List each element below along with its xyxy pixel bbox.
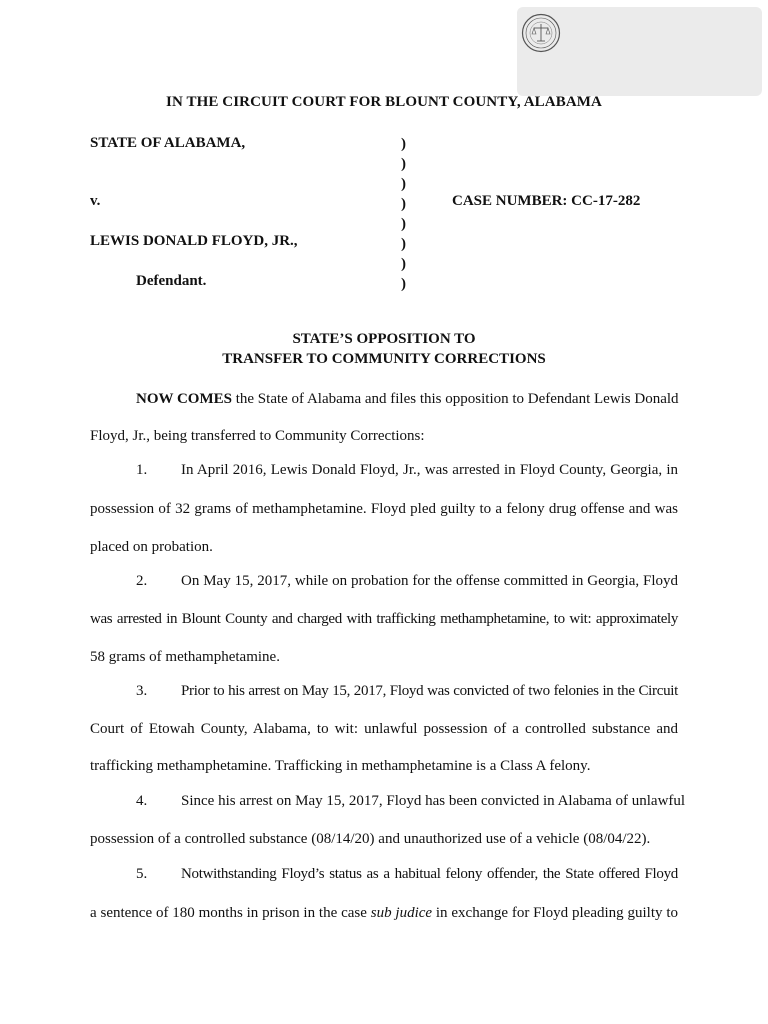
paragraph-4-number: 4. (136, 793, 148, 809)
paragraph-3-number: 3. (136, 683, 148, 699)
paragraph-5-text-before: a sentence of 180 months in prison in the case (90, 905, 371, 921)
caption-parens (401, 135, 406, 295)
defendant-role: Defendant. (136, 273, 207, 289)
intro-line-2: Floyd, Jr., being transferred to Community Corrections: (90, 428, 425, 444)
caption-paren: ) (401, 256, 406, 272)
paragraph-2-number: 2. (136, 573, 148, 589)
paragraph-5-line-2 (90, 904, 678, 922)
caption-paren: ) (401, 276, 406, 292)
paragraph-1-first-line: In April 2016, Lewis Donald Floyd, Jr., was arrested in Floyd County, Georgia, in (181, 462, 678, 478)
versus: v. (90, 193, 101, 209)
paragraph-5-number: 5. (136, 866, 148, 882)
document-title-line-2: TRANSFER TO COMMUNITY CORRECTIONS (222, 351, 546, 367)
court-title: IN THE CIRCUIT COURT FOR BLOUNT COUNTY, ALABAMA (166, 94, 602, 110)
paragraph-3-first-line: Prior to his arrest on May 15, 2017, Floyd was convicted of two felonies in the Circuit (181, 683, 678, 699)
paragraph-5-first-line: Notwithstanding Floyd’s status as a habitual felony offender, the State offered Floyd (181, 866, 678, 882)
plaintiff: STATE OF ALABAMA, (90, 135, 246, 151)
court-seal-icon (521, 13, 561, 53)
caption-paren: ) (401, 176, 406, 192)
paragraph-5-italic-term: sub judice (370, 905, 433, 921)
caption-paren: ) (401, 196, 406, 212)
paragraph-3-line-2: Court of Etowah County, Alabama, to wit: unlawful possession of a controlled substance and (90, 721, 678, 737)
document-title-line-1: STATE’S OPPOSITION TO (292, 331, 476, 347)
paragraph-1-number: 1. (136, 462, 148, 478)
caption-paren: ) (401, 236, 406, 252)
defendant-name: LEWIS DONALD FLOYD, JR., (90, 233, 298, 249)
caption-paren: ) (401, 136, 406, 152)
paragraph-2-first-line: On May 15, 2017, while on probation for the offense committed in Georgia, Floyd (181, 573, 678, 589)
caption-paren: ) (401, 156, 406, 172)
paragraph-4-line-2: possession of a controlled substance (08/14/20) and unauthorized use of a vehicle (08/04/22). (90, 831, 651, 847)
intro-lead: NOW COMES (136, 391, 232, 407)
paragraph-4-first-line: Since his arrest on May 15, 2017, Floyd has been convicted in Alabama of unlawful (181, 793, 686, 809)
paragraph-2-line-2: was arrested in Blount County and charged with trafficking methamphetamine, to wit: approximately (90, 611, 678, 627)
paragraph-5-text-after: in exchange for Floyd pleading guilty to (432, 905, 678, 921)
case-number: CASE NUMBER: CC-17-282 (452, 193, 641, 209)
paragraph-1-line-3: placed on probation. (90, 539, 213, 555)
paragraph-2-line-3: 58 grams of methamphetamine. (90, 649, 280, 665)
intro-line-1 (136, 390, 678, 408)
intro-line-1-text: the State of Alabama and files this opposition to Defendant Lewis Donald (231, 391, 679, 407)
caption-paren: ) (401, 216, 406, 232)
paragraph-3-line-3: trafficking methamphetamine. Trafficking in methamphetamine is a Class A felony. (90, 758, 591, 774)
paragraph-1-line-2: possession of 32 grams of methamphetamine. Floyd pled guilty to a felony drug offense and was (90, 501, 678, 517)
